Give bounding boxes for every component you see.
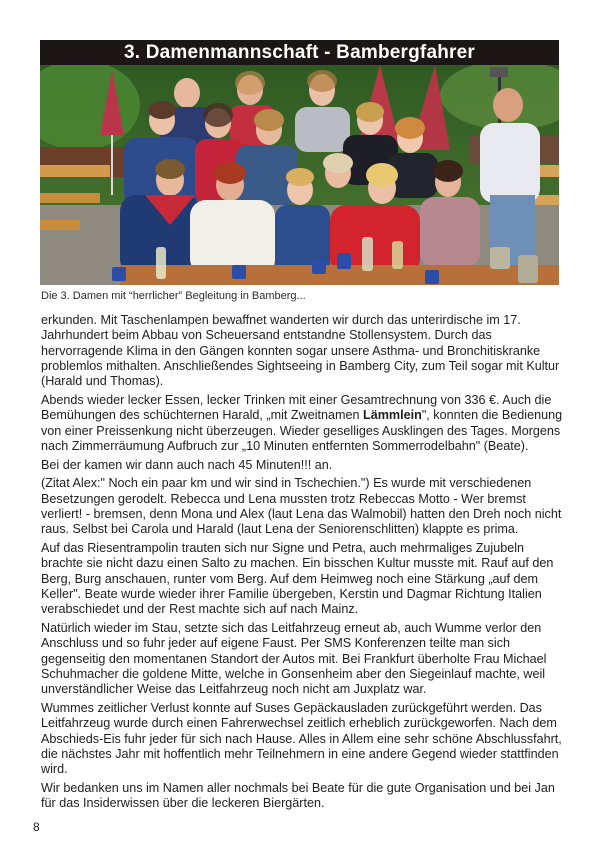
paragraph-text: Abends wieder lecker Essen, lecker Trinken mit einer Gesamtrechnung von 336 €. Auch die Bemühungen des schüchternen Harald, „mit Zweitnamen (41, 392, 552, 423)
paragraph (41, 393, 566, 454)
photo-caption: Die 3. Damen mit “herrlicher” Begleitung in Bamberg... (41, 290, 306, 302)
paragraph: Bei der kamen wir dann auch nach 45 Minuten!!! an. (41, 457, 333, 472)
page-number: 8 (33, 820, 40, 834)
paragraph-text: ", konnten die Bedienung von einer Preissenkung nicht überzeugen. Wieder geselliges Ausklingen des Tages. Morgens nach Zimmerräumung Aufbruch zur „10 Minuten entfernten Sommerrodelbahn" (Beate). (41, 408, 563, 453)
page-title: 3. Damenmannschaft - Bambergfahrer (40, 40, 559, 65)
paragraph: Wummes zeitlicher Verlust konnte auf Suses Gepäckausladen zurückgeführt werden. Das Leitfahrzeug wurde durch einen Fahrerwechsel zeitlich erheblich zurückgeworfen. Nach dem Abschieds-Eis fuhr jeder für sich nach Hause. Alles in Allem eine sehr schöne Abschlussfahrt, die nächstes Jahr mit hoffentlich mehr Teilnehmern in eine andere Gegend wieder stattfinden wird. (41, 701, 562, 777)
article-body (41, 313, 566, 815)
group-photo-illustration (40, 65, 559, 285)
group-photo (40, 65, 559, 285)
bold-nickname: Lämmlein (363, 408, 422, 423)
paragraph: Auf das Riesentrampolin trauten sich nur Signe und Petra, auch mehrmaliges Zujubeln brachte sie nicht dazu einen Salto zu machen. Ein bisschen Kultur musste mit. Rauf auf den Berg, Burg anschauen, runter vom Berg. Auf dem Heimweg noch eine Stärkung „auf dem Keller". Beate wurde wieder ihrer Familie übergeben, Kerstin und Dagmar Richtung Italien verabschiedet und der Rest machte sich auf nach Mainz. (41, 541, 554, 617)
paragraph: (Zitat Alex:" Noch ein paar km und wir sind in Tschechien.") Es wurde mit verschiedenen Besetzungen gerodelt. Rebecca und Lena mussten trotz Rebeccas Motto - Wer bremst verliert! - bremsen, denn Mona und Alex (laut Lena das Walmobil) hatten den Dreh noch nicht raus. Selbst bei Carola und Harald (laut Lena der Seniorenschlitten) klappte es prima. (41, 476, 562, 537)
paragraph: erkunden. Mit Taschenlampen bewaffnet wanderten wir durch das unterirdische im 17. Jahrhundert beim Abbau von Scheuersand entstandne Stollensystem. Durch das hervorragende Klima in den Gängen konnten sogar unsere Asthma- und Bronchitiskranke problemlos mithalten. Anschließendes Sightseeing in Bamberg City, zum Teil sogar mit Kultur (Harald und Thomas). (41, 313, 560, 389)
paragraph: Wir bedanken uns im Namen aller nochmals bei Beate für die gute Organisation und bei Jan für das Insiderwissen über die leckeren Biergärten. (41, 781, 555, 811)
paragraph: Natürlich wieder im Stau, setzte sich das Leitfahrzeug erneut ab, auch Wumme verlor den Anschluss und so fuhr jeder auf eigene Faust. Per SMS Konferenzen teilte man sich gegenseitig den momentanen Standort der Autos mit. Bei Frankfurt überholte Frau Michael Schuhmacher die goldene Mitte, welche in Gonsenheim aber den Siegeinlauf machte, weil unverständlicher Weise das Leitfahrzeug noch nicht am Juxplatz war. (41, 621, 547, 697)
